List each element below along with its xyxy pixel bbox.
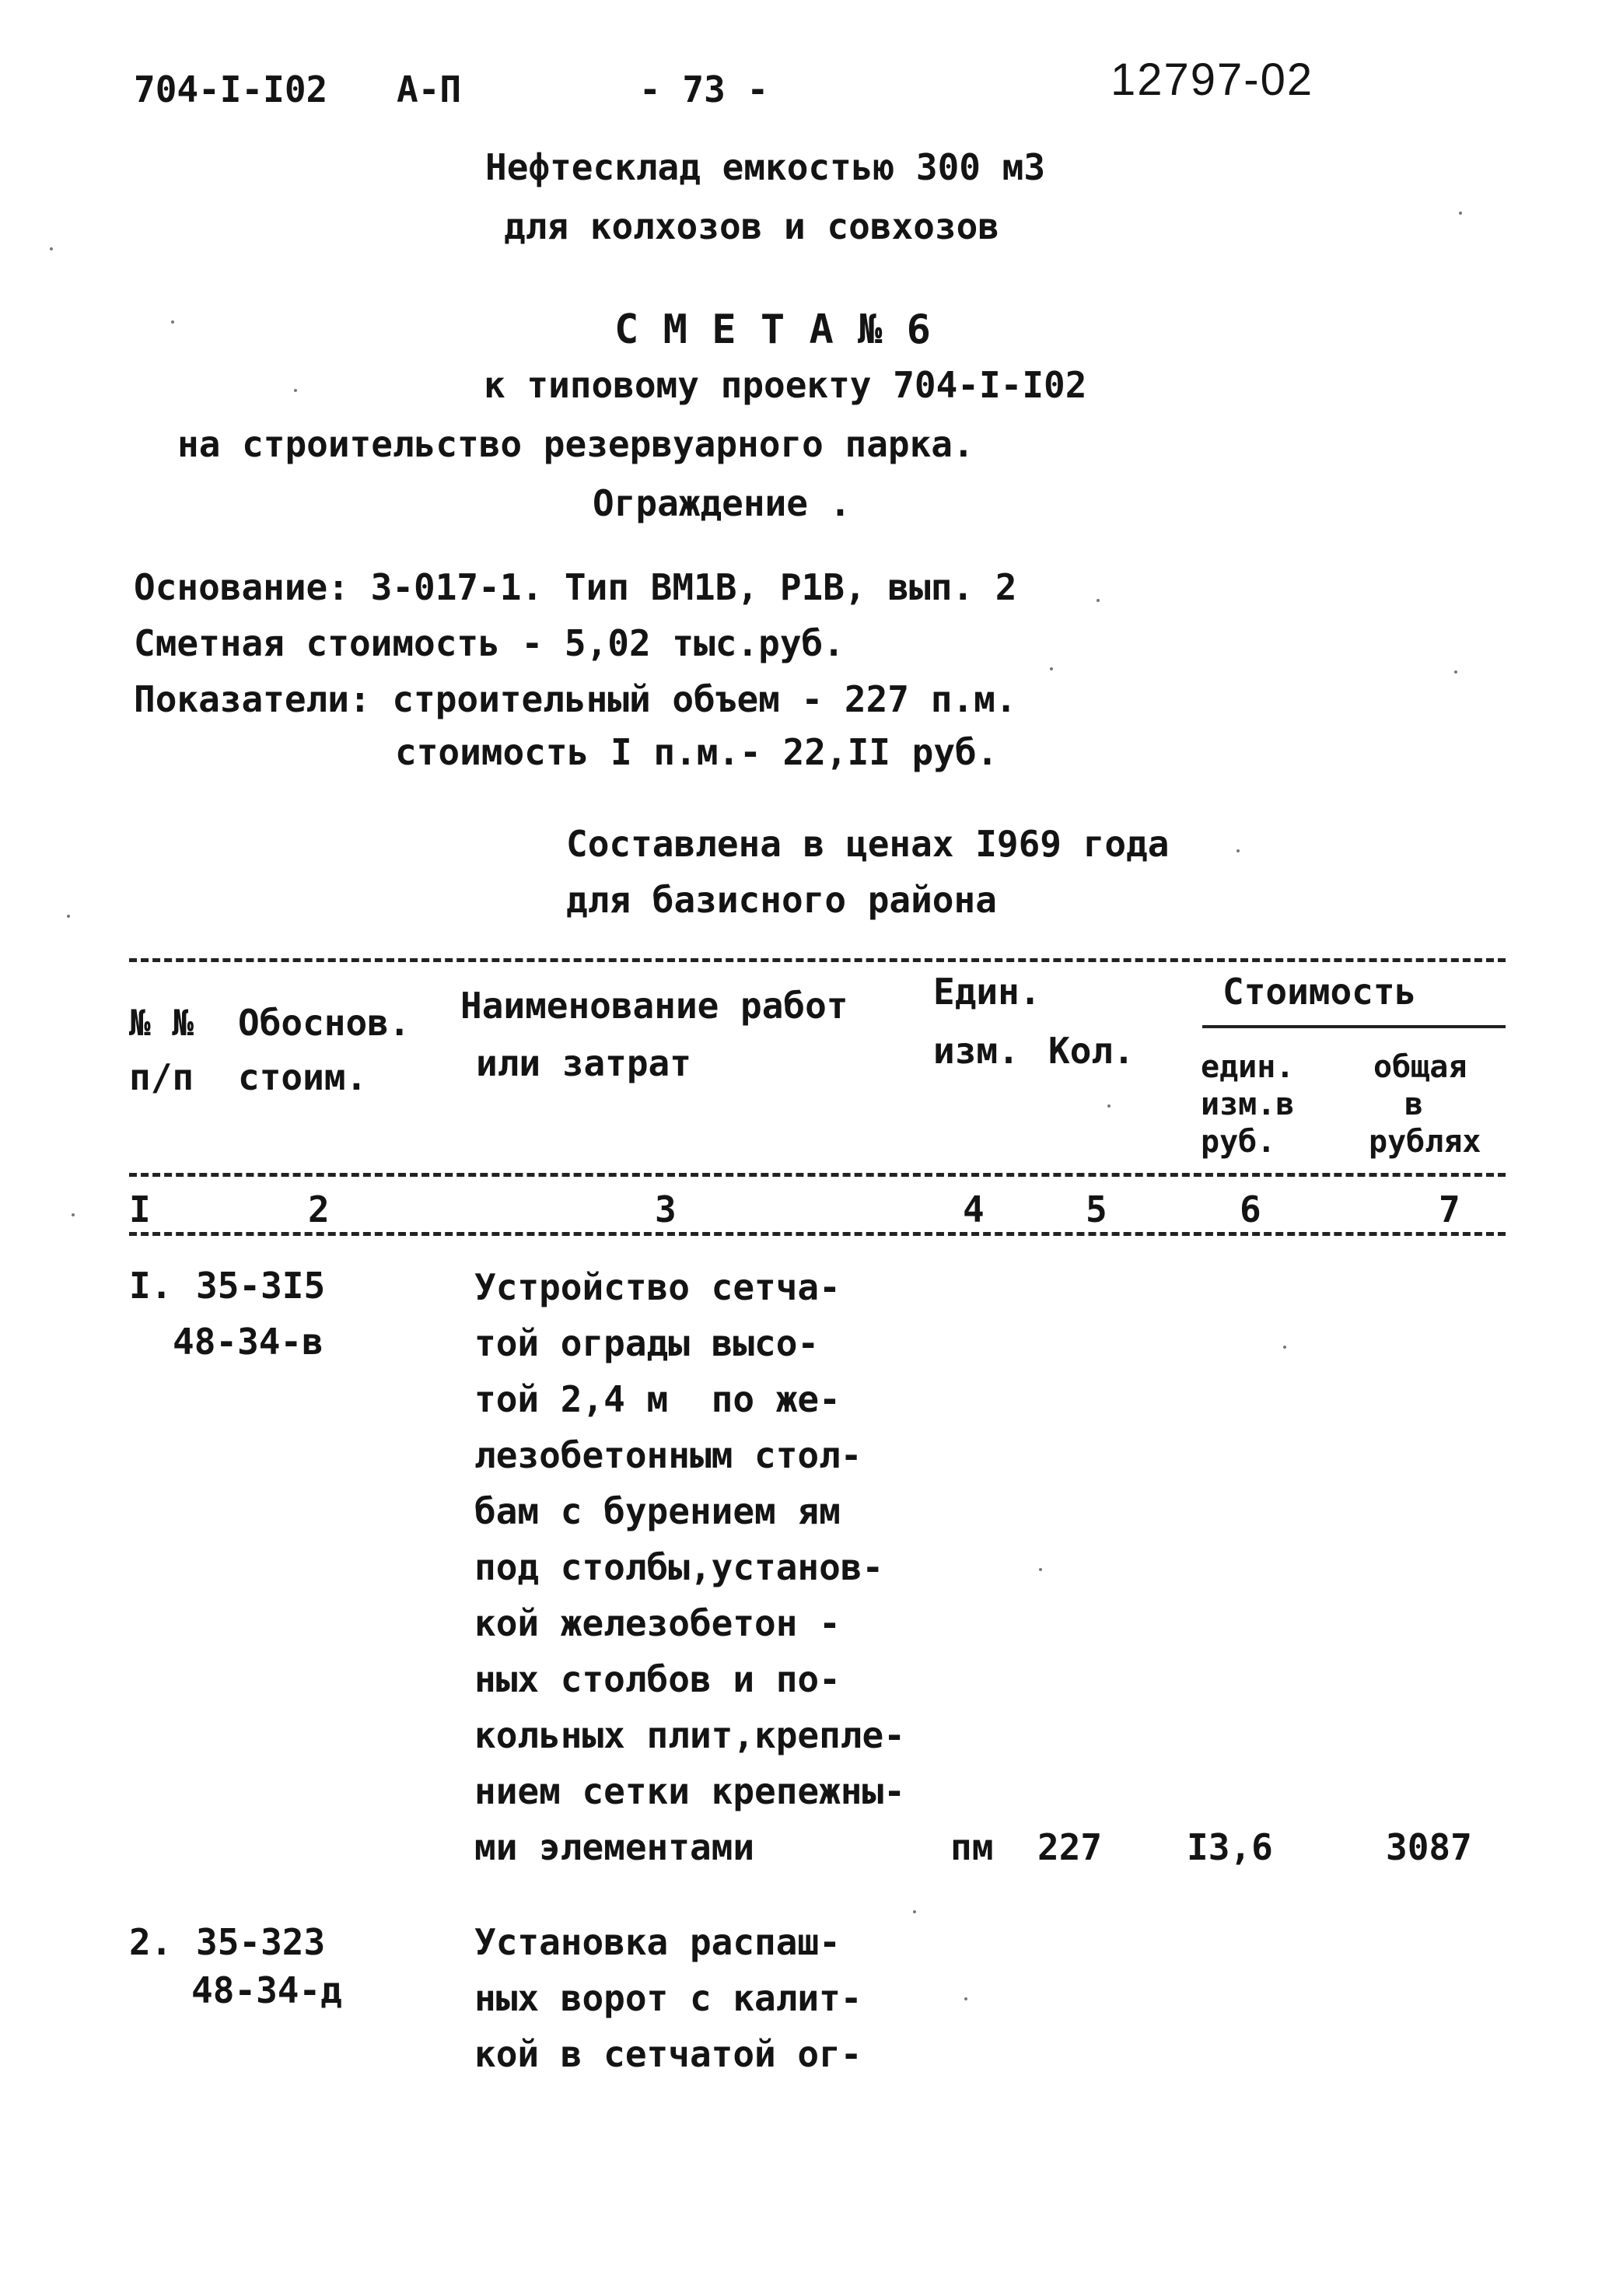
row-1-line-8: ных столбов и по- — [474, 1658, 841, 1700]
row-1-line-11: ми элементами — [474, 1826, 755, 1868]
scan-speck — [1459, 212, 1462, 215]
prices-line-1: Составлена в ценах I969 года — [566, 823, 1170, 865]
title-line-1: Нефтесклад емкостью 300 м3 — [485, 146, 1046, 188]
row-1-line-4: лезобетонным стол- — [474, 1434, 862, 1476]
scan-speck — [67, 915, 70, 918]
basis-line: Основание: 3-017-1. Тип ВМ1В, Р1В, вып. 2 — [134, 566, 1017, 608]
header-basis-1: Обоснов. — [238, 1002, 411, 1044]
header-unit-2: изм. — [933, 1030, 1020, 1072]
title-line-4: на строительство резервуарного парка. — [177, 423, 974, 465]
title-line-3: к типовому проекту 704-I-I02 — [484, 364, 1087, 406]
scan-speck — [913, 1910, 916, 1913]
column-number-5: 5 — [1086, 1188, 1107, 1230]
row-1-number: I. — [129, 1265, 173, 1307]
header-unit-cost-3: руб. — [1201, 1124, 1276, 1160]
row-1-line-7: кой железобетон - — [474, 1602, 841, 1644]
row-1-line-9: кольных плит,крепле- — [474, 1714, 905, 1756]
row-1-line-10: нием сетки крепежны- — [474, 1770, 905, 1812]
header-name-1: Наименование работ — [460, 985, 848, 1027]
row-1-line-3: той 2,4 м по же- — [474, 1378, 841, 1420]
scan-speck — [1236, 849, 1240, 852]
handwritten-number: 12797-02 — [1111, 54, 1314, 105]
header-basis-2: стоим. — [238, 1056, 368, 1098]
scan-speck — [964, 1997, 967, 2000]
header-unit-1: Един. — [933, 971, 1041, 1013]
row-2-line-3: кой в сетчатой ог- — [474, 2033, 862, 2075]
row-1-line-1: Устройство сетча- — [474, 1266, 841, 1308]
row-2-basis-1: 35-323 — [196, 1921, 326, 1963]
header-num-2: п/п — [129, 1056, 194, 1098]
header-total-3: рублях — [1369, 1124, 1481, 1160]
column-number-2: 2 — [308, 1188, 330, 1230]
project-code: 704-I-I02 — [134, 68, 328, 110]
scan-speck — [1050, 667, 1053, 670]
scan-speck — [294, 389, 297, 392]
row-1-line-2: той ограды высо- — [474, 1322, 820, 1364]
estimate-title: С М Е Т А № 6 — [614, 306, 931, 353]
row-2-number: 2. — [129, 1921, 173, 1963]
scan-speck — [1283, 1346, 1286, 1349]
scan-speck — [1039, 1568, 1042, 1571]
cost-line: Сметная стоимость - 5,02 тыс.руб. — [134, 622, 845, 664]
table-top-rule — [129, 958, 1506, 962]
indicators-line-1: Показатели: строительный объем - 227 п.м. — [134, 678, 1017, 720]
column-number-3: 3 — [655, 1188, 677, 1230]
header-total-2: в — [1404, 1087, 1424, 1122]
header-unit-cost-2: изм.в — [1201, 1087, 1295, 1122]
row-1-line-6: под столбы,установ- — [474, 1546, 884, 1588]
row-1-basis-1: 35-3I5 — [196, 1265, 326, 1307]
header-bottom-rule — [129, 1173, 1506, 1177]
row-2-basis-2: 48-34-д — [191, 1969, 342, 2011]
header-name-2: или затрат — [476, 1042, 691, 1084]
row-1-quantity: 227 — [1037, 1826, 1103, 1868]
scan-speck — [1454, 670, 1457, 674]
scan-speck — [171, 320, 174, 324]
scan-speck — [1107, 1104, 1111, 1108]
title-line-2: для колхозов и совхозов — [504, 205, 999, 247]
row-1-basis-2: 48-34-в — [173, 1321, 324, 1363]
cost-header-underline — [1202, 1025, 1506, 1028]
scan-speck — [50, 247, 53, 250]
row-2-line-1: Установка распаш- — [474, 1921, 841, 1963]
column-number-4: 4 — [963, 1188, 985, 1230]
album-code: А-П — [397, 68, 462, 110]
header-unit-cost-1: един. — [1201, 1049, 1295, 1085]
column-number-6: 6 — [1240, 1188, 1261, 1230]
scan-speck — [72, 1213, 75, 1216]
scan-speck — [1097, 599, 1100, 602]
prices-line-2: для базисного района — [566, 879, 997, 921]
page-number: - 73 - — [639, 68, 769, 110]
row-1-total: 3087 — [1386, 1826, 1472, 1868]
title-line-5: Ограждение . — [593, 482, 852, 524]
row-2-line-2: ных ворот с калит- — [474, 1977, 862, 2019]
header-total-1: общая — [1373, 1049, 1467, 1085]
column-numbers-rule — [129, 1232, 1506, 1236]
row-1-unit: пм — [950, 1826, 994, 1868]
row-1-unit-cost: I3,6 — [1187, 1826, 1273, 1868]
header-cost: Стоимость — [1222, 971, 1417, 1013]
indicators-line-2: стоимость I п.м.- 22,II руб. — [395, 731, 999, 773]
row-1-line-5: бам с бурением ям — [474, 1490, 841, 1532]
column-number-7: 7 — [1439, 1188, 1460, 1230]
header-qty: Кол. — [1048, 1030, 1135, 1072]
header-num-1: № № — [129, 1002, 194, 1044]
column-number-1: I — [129, 1188, 151, 1230]
